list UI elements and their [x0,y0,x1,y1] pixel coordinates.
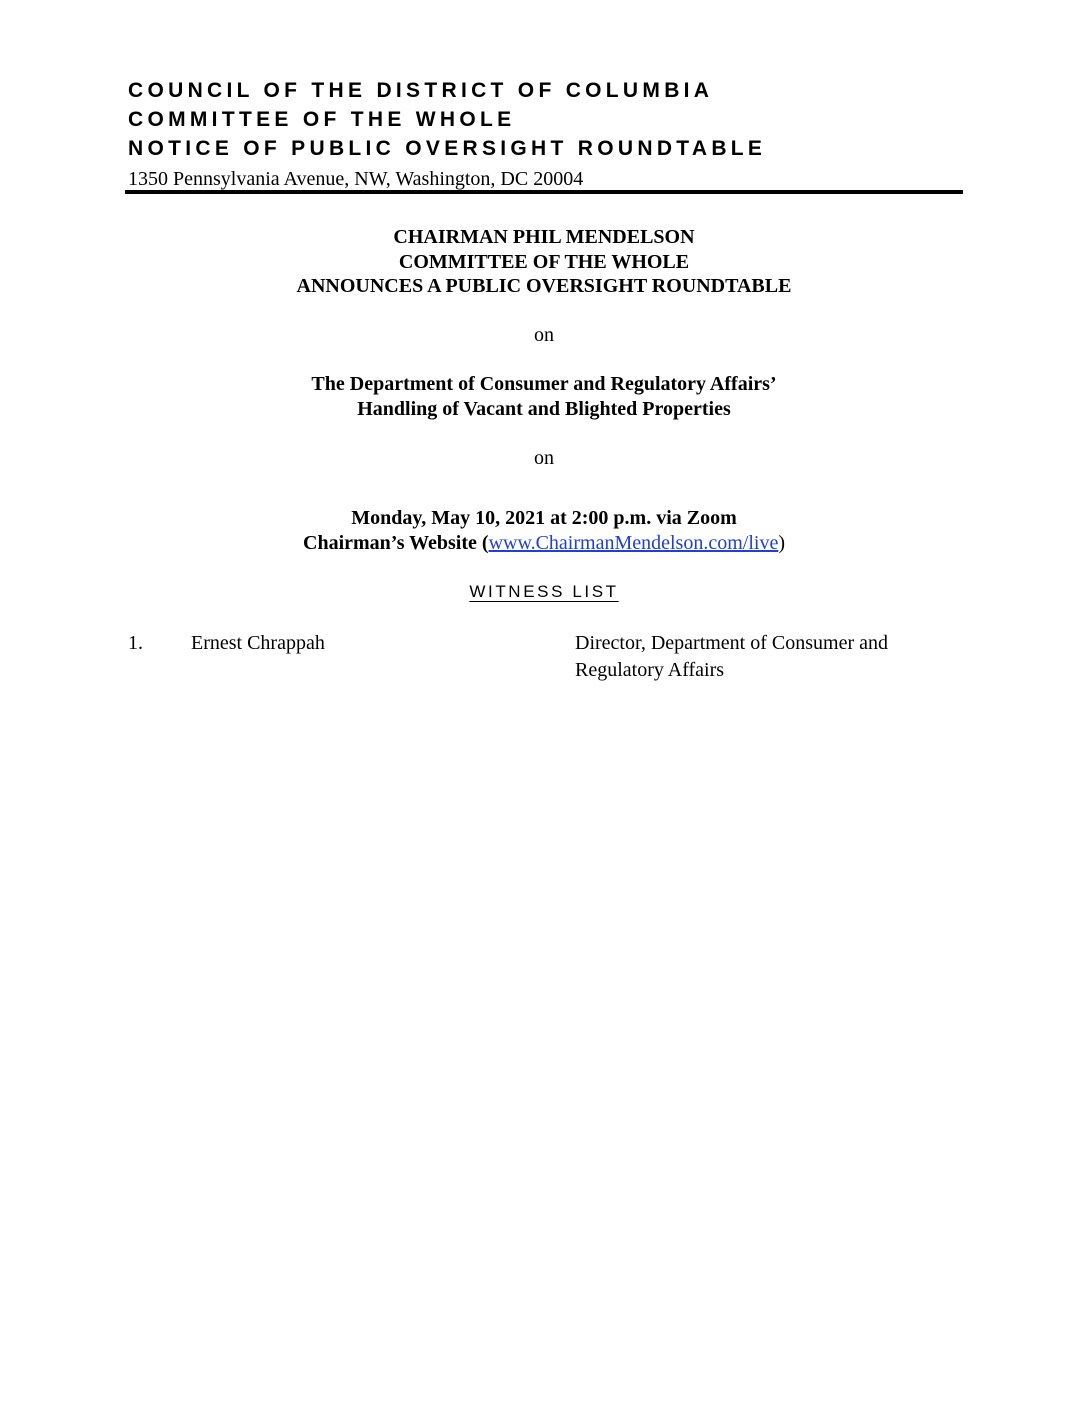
event-website-line [0,531,1088,556]
witness-name: Ernest Chrappah [191,632,325,654]
connector-on-first: on [534,324,554,346]
announcement-chairman: CHAIRMAN PHIL MENDELSON [393,226,695,248]
witness-title [575,630,935,684]
event-block [0,506,1088,555]
subject-line-2: Handling of Vacant and Blighted Properties [357,397,731,420]
witness-number: 1. [128,632,143,654]
witness-list-heading [0,580,1088,604]
website-link[interactable]: www.ChairmanMendelson.com/live [488,531,779,554]
letterhead-notice: NOTICE OF PUBLIC OVERSIGHT ROUNDTABLE [128,137,767,160]
witness-title-line-2: Regulatory Affairs [575,659,725,681]
announcement-committee: COMMITTEE OF THE WHOLE [398,250,690,273]
connector-on-second: on [534,447,554,469]
subject-line-1: The Department of Consumer and Regulatory Affairs’ [311,373,777,395]
website-suffix: ) [778,531,785,554]
witness-title-line-1: Director, Department of Consumer and [575,632,888,654]
website-prefix: Chairman’s Website ( [303,531,489,554]
letterhead [128,76,968,194]
letterhead-committee: COMMITTEE OF THE WHOLE [128,108,516,131]
letterhead-address: 1350 Pennsylvania Avenue, NW, Washington, DC 20004 [128,168,584,190]
letterhead-divider [125,190,963,194]
announcement-block [0,225,1088,299]
witness-list-heading-text: WITNESS LIST [469,582,619,601]
announcement-roundtable: ANNOUNCES A PUBLIC OVERSIGHT ROUNDTABLE [296,275,792,297]
event-date-line: Monday, May 10, 2021 at 2:00 p.m. via Zoom [351,507,737,529]
subject-block [0,372,1088,421]
letterhead-council: COUNCIL OF THE DISTRICT OF COLUMBIA [128,79,714,102]
